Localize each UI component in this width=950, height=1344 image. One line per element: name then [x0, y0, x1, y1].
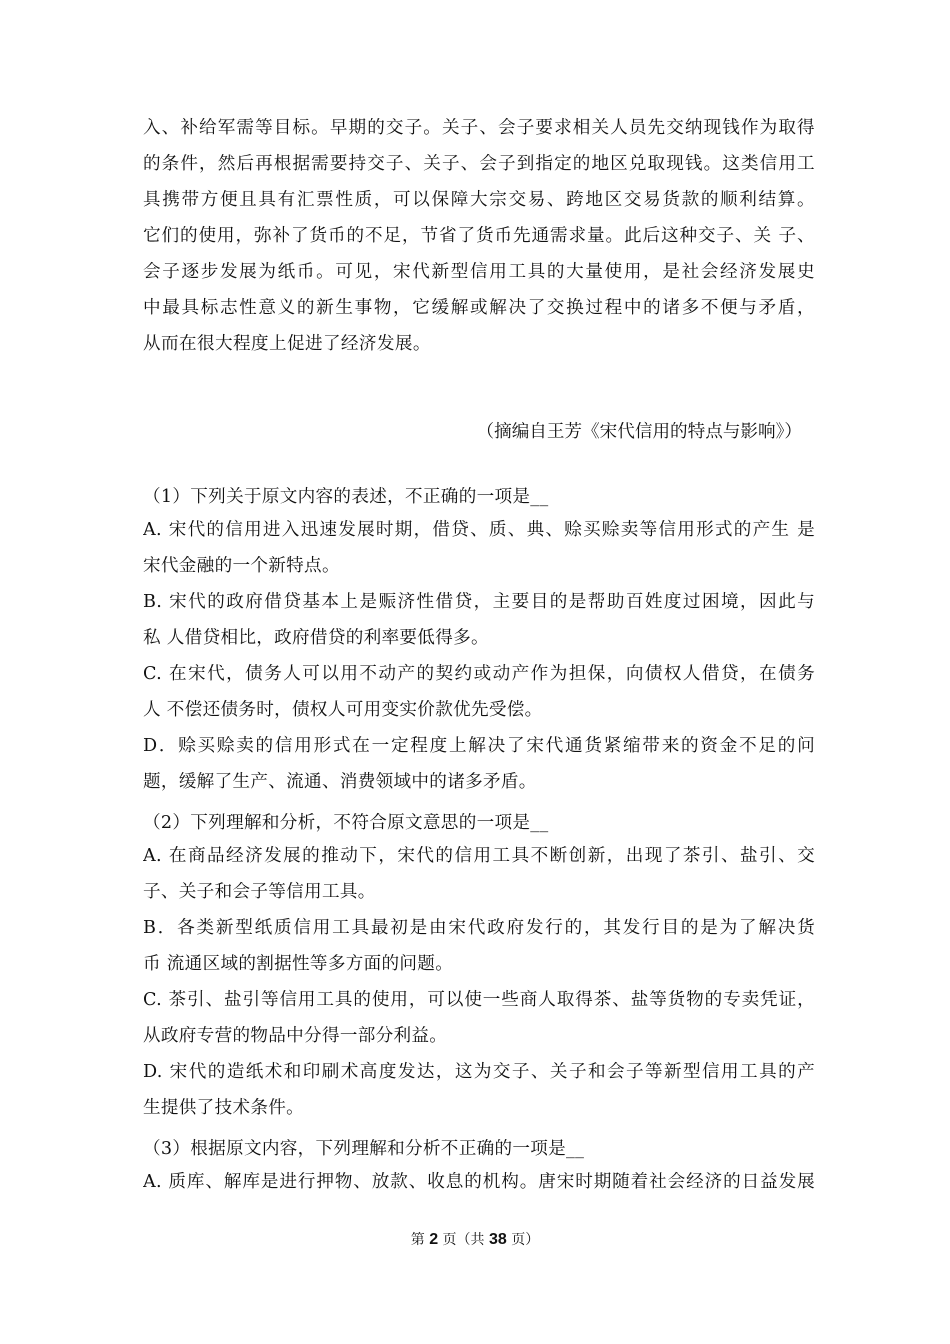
footer-middle: 页（共	[442, 1232, 485, 1248]
option-line: B. 宋代的政府借贷基本上是赈济性借贷，主要目的是帮助百姓度过困境，因此与	[143, 592, 815, 612]
option-line: 币 流通区域的割据性等多方面的问题。	[143, 954, 454, 974]
option-line: D．赊买赊卖的信用形式在一定程度上解决了宋代通货紧缩带来的资金不足的问	[143, 736, 815, 756]
question-1-stem: （1）下列关于原文内容的表述，不正确的一项是__	[143, 487, 549, 507]
option-line: A. 在商品经济发展的推动下，宋代的信用工具不断创新，出现了茶引、盐引、交	[143, 846, 815, 866]
option-line: 宋代金融的一个新特点。	[143, 556, 340, 576]
option-line: 生提供了技术条件。	[143, 1098, 305, 1118]
passage-line: 入、补给军需等目标。早期的交子。关子、会子要求相关人员先交纳现钱作为取得	[143, 118, 815, 138]
passage-line: 的条件，然后再根据需要持交子、关子、会子到指定的地区兑取现钱。这类信用工	[143, 154, 815, 174]
footer-suffix: 页）	[511, 1232, 540, 1248]
passage-source: （摘编自王芳《宋代信用的特点与影响》）	[476, 422, 802, 442]
page-footer	[0, 1228, 950, 1252]
option-line: A. 宋代的信用进入迅速发展时期，借贷、质、典、赊买赊卖等信用形式的产生 是	[143, 520, 815, 540]
passage-line: 会子逐步发展为纸币。可见，宋代新型信用工具的大量使用，是社会经济发展史	[143, 262, 815, 282]
option-line: C. 在宋代，债务人可以用不动产的契约或动产作为担保，向债权人借贷，在债务	[143, 664, 815, 684]
question-3	[143, 1134, 815, 1200]
passage-line: 具携带方便且具有汇票性质，可以保障大宗交易、跨地区交易货款的顺利结算。	[143, 190, 815, 210]
passage-line: 从而在很大程度上促进了经济发展。	[143, 334, 431, 354]
option-line: 题，缓解了生产、流通、消费领域中的诸多矛盾。	[143, 772, 537, 792]
option-line: C. 茶引、盐引等信用工具的使用，可以使一些商人取得茶、盐等货物的专卖凭证，	[143, 990, 815, 1010]
footer-prefix: 第	[410, 1232, 425, 1248]
question-1	[143, 482, 815, 800]
option-line: 子、关子和会子等信用工具。	[143, 882, 376, 902]
option-line: A. 质库、解库是进行押物、放款、收息的机构。唐宋时期随着社会经济的日益发展	[143, 1172, 815, 1192]
page-number: 2	[429, 1231, 439, 1248]
option-line: 从政府专营的物品中分得一部分利益。	[143, 1026, 448, 1046]
option-line: 人 不偿还债务时，债权人可用变实价款优先受偿。	[143, 700, 543, 720]
passage-line: 中最具标志性意义的新生事物，它缓解或解决了交换过程中的诸多不便与矛盾，	[143, 298, 815, 318]
question-2	[143, 808, 815, 1126]
question-2-stem: （2）下列理解和分析，不符合原文意思的一项是__	[143, 813, 549, 833]
passage-paragraph	[143, 110, 815, 362]
option-line: 私 人借贷相比，政府借贷的利率要低得多。	[143, 628, 489, 648]
passage-line: 它们的使用，弥补了货币的不足，节省了货币先通需求量。此后这种交子、关 子、	[143, 226, 815, 246]
question-3-stem: （3）根据原文内容，下列理解和分析不正确的一项是__	[143, 1139, 585, 1159]
option-line: D. 宋代的造纸术和印刷术高度发达，这为交子、关子和会子等新型信用工具的产	[143, 1062, 815, 1082]
option-line: B．各类新型纸质信用工具最初是由宋代政府发行的，其发行目的是为了解决货	[143, 918, 815, 938]
total-pages: 38	[489, 1231, 507, 1248]
